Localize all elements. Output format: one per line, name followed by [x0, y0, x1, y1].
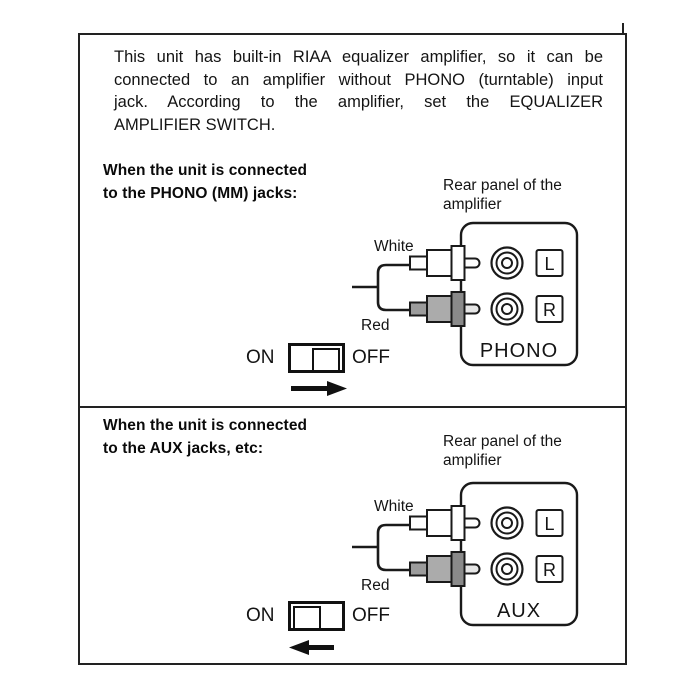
white-wire-label: White [374, 498, 414, 515]
equalizer-switch-aux [288, 601, 345, 631]
intro-line: This unit has built-in RIAA equalizer amplifier, so it can be [114, 48, 603, 66]
white-wire-label: White [374, 238, 414, 255]
rear-panel-label [443, 432, 562, 470]
intro-line: jack. According to the amplifier, set the EQUALIZER [114, 93, 603, 111]
section-heading-aux [103, 414, 307, 460]
cable-wire [352, 265, 410, 310]
rear-panel-label-line: Rear panel of the [443, 433, 562, 450]
switch-knob [293, 606, 321, 630]
section-divider [78, 406, 627, 408]
equalizer-switch-phono [288, 343, 345, 373]
heading-line: to the AUX jacks, etc: [103, 440, 264, 457]
heading-line: to the PHONO (MM) jacks: [103, 185, 298, 202]
jack-label-r: R [543, 560, 556, 580]
switch-off-label: OFF [352, 347, 390, 368]
rear-panel-label-line: amplifier [443, 196, 502, 213]
rca-jack-left [492, 508, 523, 539]
jack-label-l: L [544, 514, 555, 534]
intro-line: connected to an amplifier without PHONO (turntable) input [114, 70, 603, 89]
red-wire-label: Red [361, 317, 390, 334]
switch-arrow-right-icon [291, 380, 348, 397]
rca-jack-left [492, 248, 523, 279]
rca-jack-right [492, 554, 523, 585]
switch-arrow-left-icon [289, 639, 334, 656]
cable-wire [352, 525, 410, 570]
switch-on-label: ON [246, 347, 275, 368]
heading-line: When the unit is connected [103, 162, 308, 179]
jack-label-r: R [543, 300, 556, 320]
section-heading-phono [103, 159, 307, 205]
intro-paragraph [114, 46, 603, 136]
rear-panel-label-line: Rear panel of the [443, 177, 562, 194]
switch-on-label: ON [246, 605, 275, 626]
red-wire-label: Red [361, 577, 390, 594]
intro-line: AMPLIFIER SWITCH. [114, 115, 276, 134]
rear-panel-label-line: amplifier [443, 452, 502, 469]
rear-panel-label [443, 176, 562, 214]
panel-name-label: AUX [496, 600, 542, 622]
panel-name-label: PHONO [479, 340, 559, 362]
rca-jack-right [492, 294, 523, 325]
switch-knob [312, 348, 340, 372]
switch-off-label: OFF [352, 605, 390, 626]
heading-line: When the unit is connected [103, 417, 308, 434]
jack-label-l: L [544, 254, 555, 274]
